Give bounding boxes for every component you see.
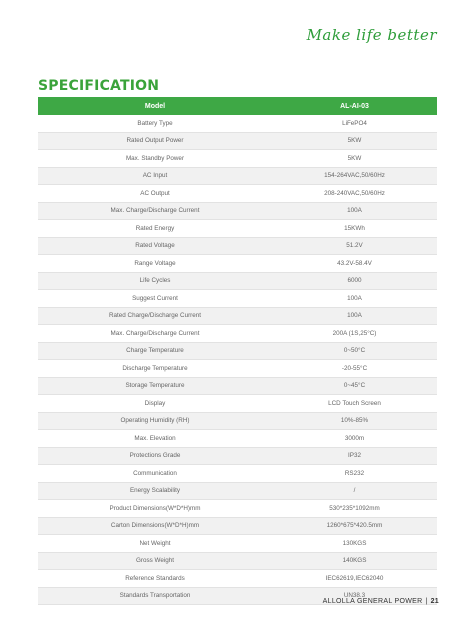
footer-company: ALLOLLA GENERAL POWER <box>322 598 423 605</box>
spec-label: AC Output <box>38 185 272 203</box>
spec-value: LCD Touch Screen <box>272 395 437 413</box>
header-model: Model <box>38 97 272 115</box>
spec-value: 100A <box>272 290 437 308</box>
spec-value: 6000 <box>272 272 437 290</box>
spec-label: Max. Charge/Discharge Current <box>38 202 272 220</box>
spec-label: Gross Weight <box>38 552 272 570</box>
table-row <box>38 412 437 430</box>
table-header-row <box>38 97 437 115</box>
table-row <box>38 482 437 500</box>
table-row <box>38 185 437 203</box>
spec-value: 51.2V <box>272 237 437 255</box>
table-row <box>38 360 437 378</box>
table-row <box>38 500 437 518</box>
spec-label: Suggest Current <box>38 290 272 308</box>
table-row <box>38 115 437 132</box>
table-row <box>38 167 437 185</box>
spec-label: Max. Standby Power <box>38 150 272 168</box>
specification-table <box>38 97 437 605</box>
spec-label: Charge Temperature <box>38 342 272 360</box>
spec-value: 0~45°C <box>272 377 437 395</box>
table-row <box>38 570 437 588</box>
spec-value: / <box>272 482 437 500</box>
spec-label: Range Voltage <box>38 255 272 273</box>
spec-label: Carton Dimensions(W*D*H)mm <box>38 517 272 535</box>
page-number: 21 <box>430 598 439 605</box>
spec-label: Protections Grade <box>38 447 272 465</box>
slogan: Make life better <box>306 26 437 44</box>
spec-label: Discharge Temperature <box>38 360 272 378</box>
spec-label: Energy Scalability <box>38 482 272 500</box>
spec-value: IP32 <box>272 447 437 465</box>
table-row <box>38 447 437 465</box>
table-row <box>38 307 437 325</box>
spec-value: 130KGS <box>272 535 437 553</box>
spec-label: Max. Elevation <box>38 430 272 448</box>
table-row <box>38 132 437 150</box>
spec-value: 1260*675*420.5mm <box>272 517 437 535</box>
table-row <box>38 202 437 220</box>
spec-label: Communication <box>38 465 272 483</box>
spec-label: Operating Humidity (RH) <box>38 412 272 430</box>
spec-value: 0~50°C <box>272 342 437 360</box>
table-body <box>38 115 437 605</box>
spec-label: Life Cycles <box>38 272 272 290</box>
spec-value: 5KW <box>272 132 437 150</box>
table-row <box>38 552 437 570</box>
header-model-value: AL-AI-03 <box>272 97 437 115</box>
table-row <box>38 430 437 448</box>
table-row <box>38 377 437 395</box>
spec-value: 5KW <box>272 150 437 168</box>
table-row <box>38 290 437 308</box>
spec-value: 140KGS <box>272 552 437 570</box>
table-row <box>38 395 437 413</box>
spec-value: 100A <box>272 202 437 220</box>
spec-label: Product Dimensions(W*D*H)mm <box>38 500 272 518</box>
table-row <box>38 465 437 483</box>
spec-value: -20-55°C <box>272 360 437 378</box>
footer-separator: | <box>425 598 428 605</box>
section-title: SPECIFICATION <box>38 78 160 94</box>
spec-label: Battery Type <box>38 115 272 132</box>
spec-value: 3000m <box>272 430 437 448</box>
footer <box>323 598 439 605</box>
table-row <box>38 237 437 255</box>
spec-value: RS232 <box>272 465 437 483</box>
spec-label: Rated Output Power <box>38 132 272 150</box>
spec-value: 200A (1S,25°C) <box>272 325 437 343</box>
spec-label: Reference Standards <box>38 570 272 588</box>
spec-value: 100A <box>272 307 437 325</box>
spec-label: Rated Charge/Discharge Current <box>38 307 272 325</box>
spec-label: Net Weight <box>38 535 272 553</box>
spec-label: Storage Temperature <box>38 377 272 395</box>
spec-value: UN38.3 <box>272 587 437 605</box>
spec-label: AC Input <box>38 167 272 185</box>
spec-value: 43.2V-58.4V <box>272 255 437 273</box>
spec-label: Rated Energy <box>38 220 272 238</box>
spec-value: 208-240VAC,50/60Hz <box>272 185 437 203</box>
spec-label: Rated Voltage <box>38 237 272 255</box>
spec-label: Display <box>38 395 272 413</box>
table-row <box>38 325 437 343</box>
spec-label: Standards Transportation <box>38 587 272 605</box>
spec-value: 530*235*1092mm <box>272 500 437 518</box>
spec-value: 10%-85% <box>272 412 437 430</box>
table-row <box>38 535 437 553</box>
table-row <box>38 342 437 360</box>
spec-value: LiFePO4 <box>272 115 437 132</box>
table-row <box>38 220 437 238</box>
table-row <box>38 272 437 290</box>
table-row <box>38 517 437 535</box>
spec-label: Max. Charge/Discharge Current <box>38 325 272 343</box>
table-row <box>38 255 437 273</box>
spec-value: 15KWh <box>272 220 437 238</box>
table-row <box>38 150 437 168</box>
spec-value: IEC62619,IEC62040 <box>272 570 437 588</box>
spec-value: 154-264VAC,50/60Hz <box>272 167 437 185</box>
